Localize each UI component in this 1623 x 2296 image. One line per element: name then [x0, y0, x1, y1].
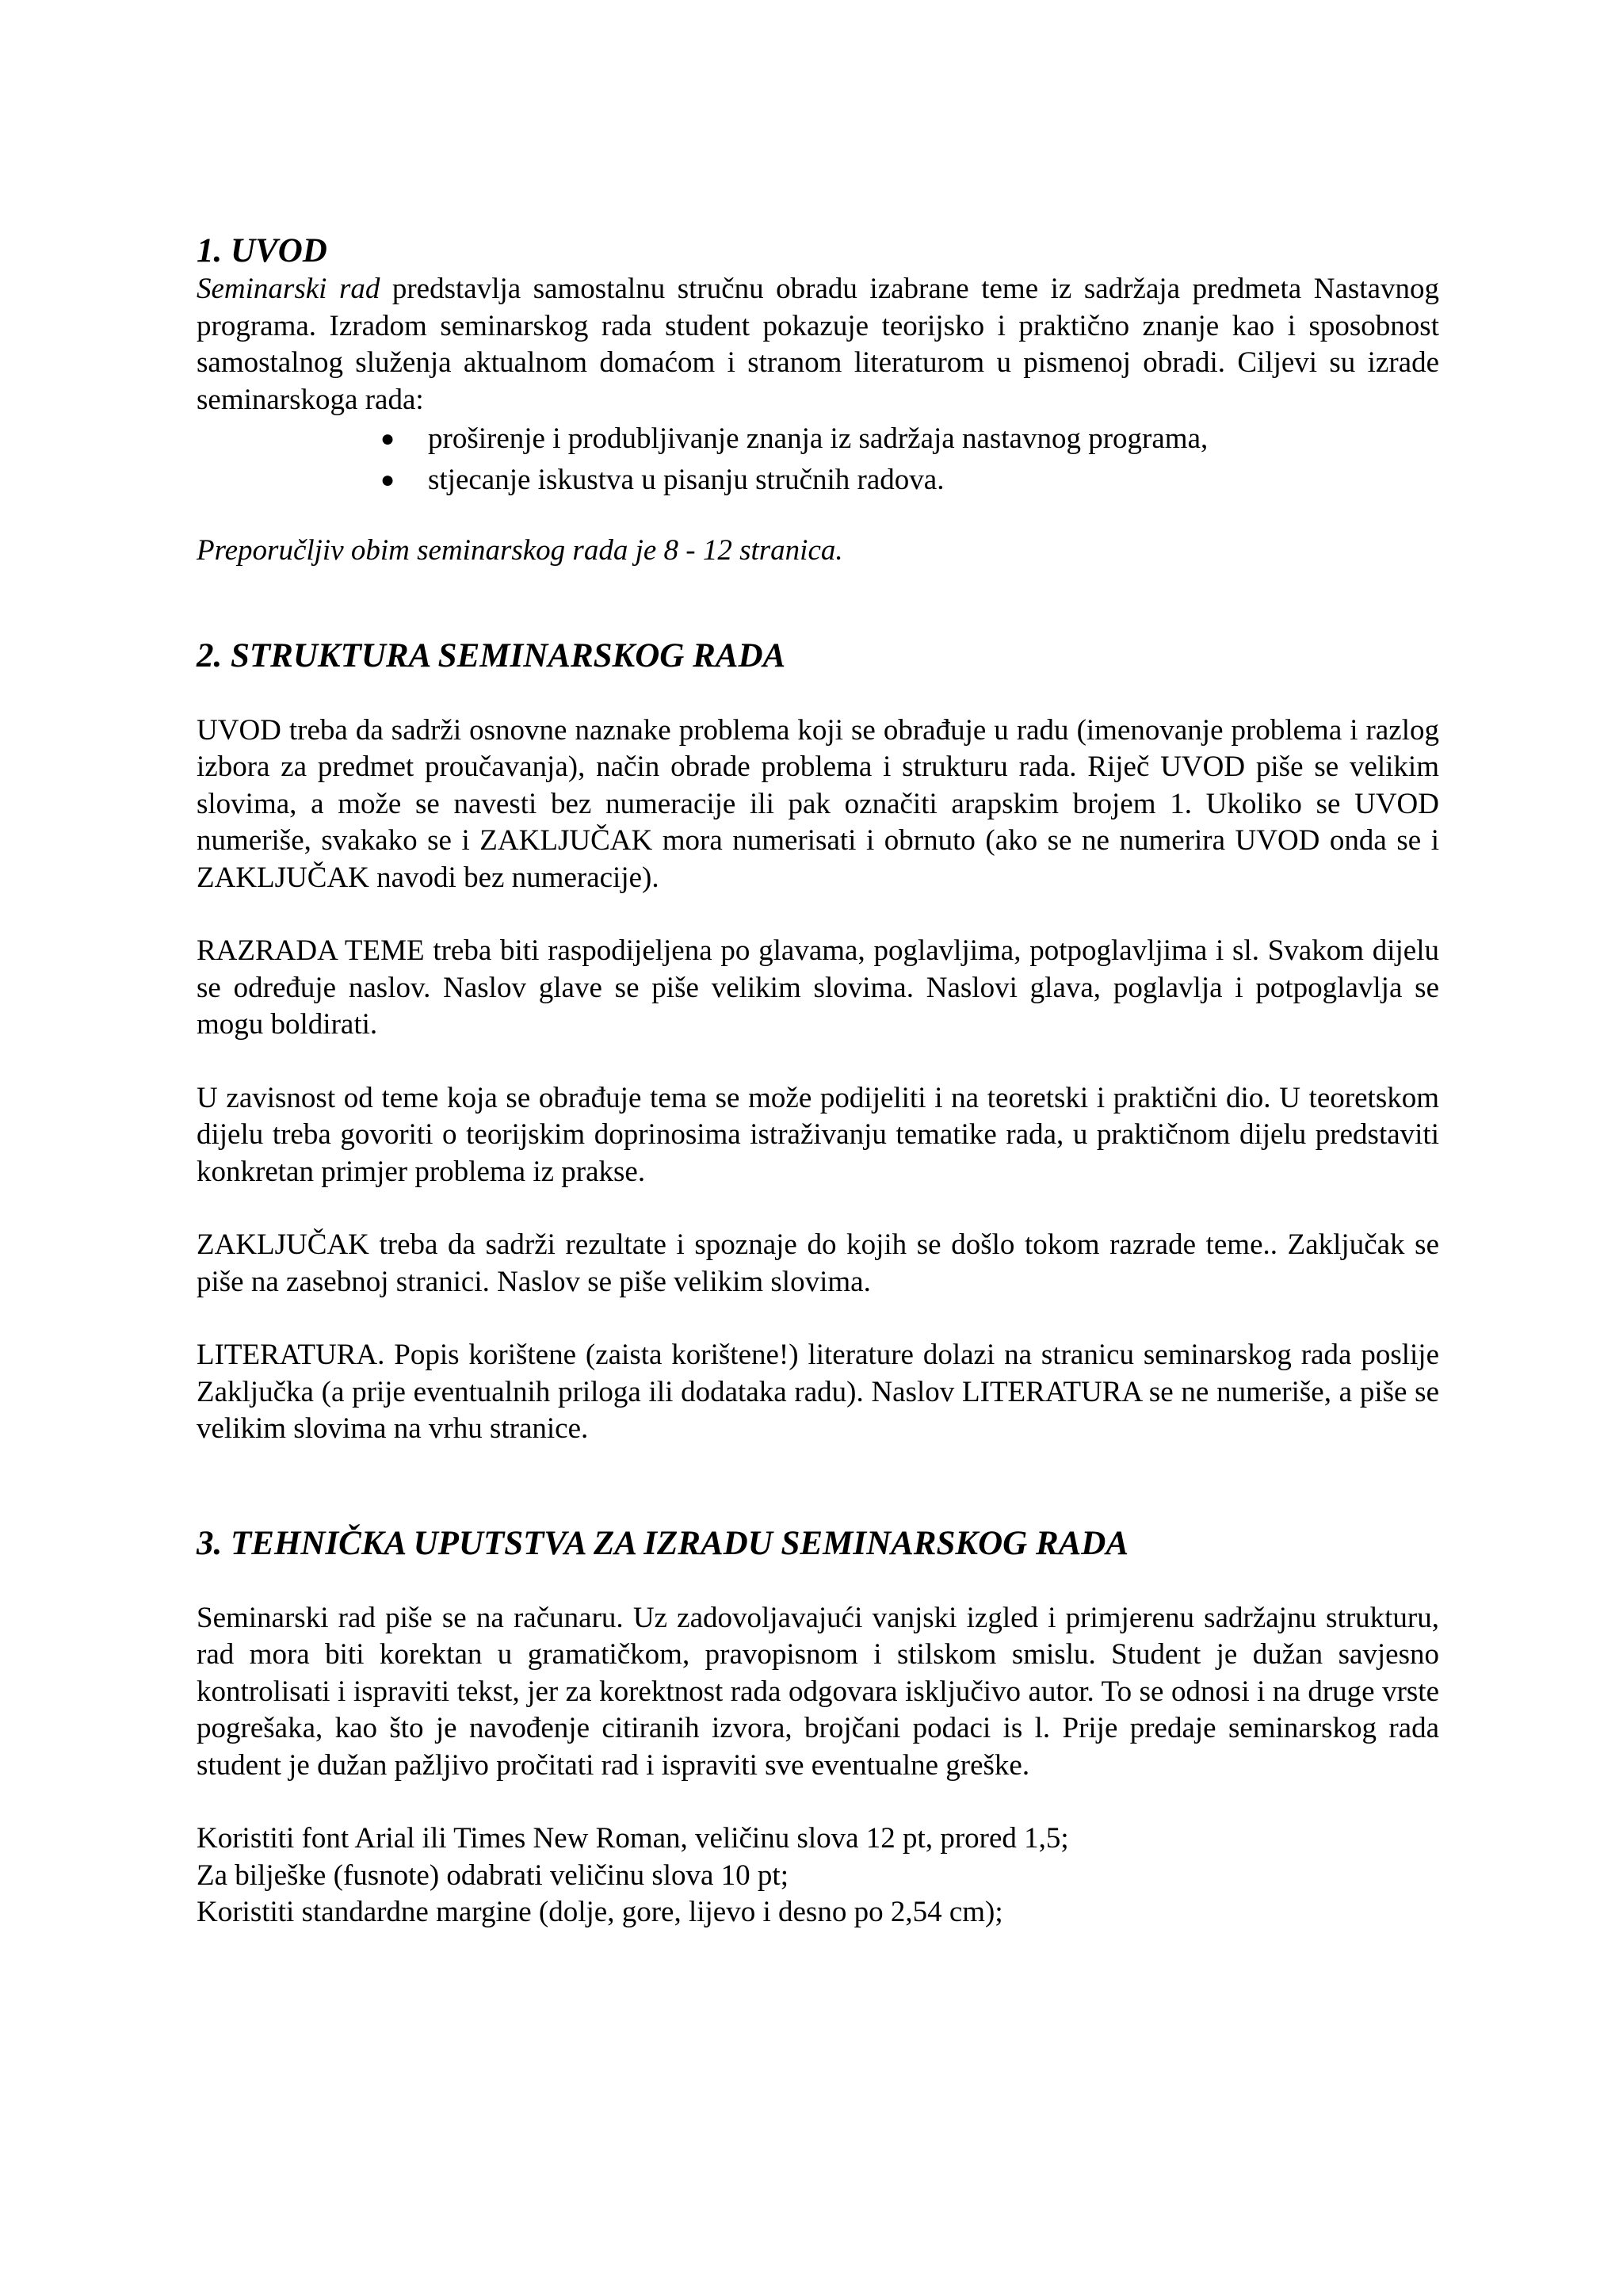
list-item: ● proširenje i produbljivanje znanja iz sadržaja nastavnog programa, — [380, 418, 1439, 460]
bullet-icon: ● — [380, 467, 395, 493]
document-page — [197, 231, 1439, 1931]
teoretski-praktični-paragraph: U zavisnost od teme koja se obrađuje tema se može podijeliti i na teoretski i praktični dio. U teoretskom dijelu treba govoriti o teorijskim doprinosima istraživanju tematike rada, u praktičnom dijelu predstaviti konkretan primjer problema iz prakse. — [197, 1081, 1439, 1188]
footnote-rule-line: Za bilješke (fusnote) odabrati veličinu slova 10 pt; — [197, 1859, 789, 1892]
margin-rule-line: Koristiti standardne margine (dolje, gore, lijevo i desno po 2,54 cm); — [197, 1896, 1003, 1928]
section-3-heading: 3. TEHNIČKA UPUTSTVA ZA IZRADU SEMINARSKOG RADA — [197, 1524, 1129, 1562]
section-2-heading: 2. STRUKTURA SEMINARSKOG RADA — [197, 636, 786, 674]
razrada-paragraph: RAZRADA TEME treba biti raspodijeljena po glavama, poglavljima, potpoglavljima i sl. Svakom dijelu se određuje naslov. Naslov glave se piše velikim slovima. Naslovi glava, poglavlja i potpoglavlja se mogu boldirati. — [197, 934, 1439, 1041]
section-1-intro-paragraph — [197, 271, 1439, 418]
section-1-heading: 1. UVOD — [197, 232, 327, 269]
zakljucak-paragraph: ZAKLJUČAK treba da sadrži rezultate i spoznaje do kojih se došlo tokom razrade teme.. Zaključak se piše na zasebnoj stranici. Naslov se piše velikim slovima. — [197, 1228, 1439, 1298]
formatting-rules — [197, 1820, 1439, 1931]
technical-paragraph: Seminarski rad piše se na računaru. Uz zadovoljavajući vanjski izgled i primjerenu sadržajnu strukturu, rad mora biti korektan u gramatičkom, pravopisnom i stilskom smislu. Student je dužan savjesno kontrolisati i ispraviti tekst, jer za korektnost rada odgovara isključivo autor. To se odnosi i na druge vrste pogrešaka, kao što je navođenje citiranih izvora, brojčani podaci is l. Prije predaje seminarskog rada student je dužan pažljivo pročitati rad i ispraviti sve eventualne greške. — [197, 1601, 1439, 1782]
literatura-paragraph: LITERATURA. Popis korištene (zaista korištene!) literature dolazi na stranicu seminarskog rada poslije Zaključka (a prije eventualnih priloga ili dodataka radu). Naslov LITERATURA se ne numeriše, a piše se velikim slovima na vrhu stranice. — [197, 1339, 1439, 1445]
list-item: ● stjecanje iskustva u pisanju stručnih radova. — [380, 460, 1439, 501]
intro-italic-term: Seminarski rad — [197, 273, 380, 305]
bullet-icon: ● — [380, 426, 395, 452]
font-rule-line: Koristiti font Arial ili Times New Roman, veličinu slova 12 pt, prored 1,5; — [197, 1822, 1069, 1855]
recommended-length-note: Preporučljiv obim seminarskog rada je 8 - 12 stranica. — [197, 534, 843, 567]
uvod-paragraph: UVOD treba da sadrži osnovne naznake problema koji se obrađuje u radu (imenovanje problema i razlog izbora za predmet proučavanja), način obrade problema i strukturu rada. Riječ UVOD piše se velikim slovima, a može se navesti bez numeracije ili pak označiti arapskim brojem 1. Ukoliko se UVOD numeriše, svakako se i ZAKLJUČAK mora numerisati i obrnuto (ako se ne numerira UVOD onda se i ZAKLJUČAK navodi bez numeracije). — [197, 713, 1439, 894]
intro-text: predstavlja samostalnu stručnu obradu izabrane teme iz sadržaja predmeta Nastavnog programa. Izradom seminarskog rada student pokazuje teorijsko i praktično znanje kao i sposobnost samostalnog služenja aktualnom domaćom i stranom literaturom u pismenoj obradi. Ciljevi su izrade seminarskoga rada: — [197, 273, 1439, 416]
goals-list — [197, 418, 1439, 501]
